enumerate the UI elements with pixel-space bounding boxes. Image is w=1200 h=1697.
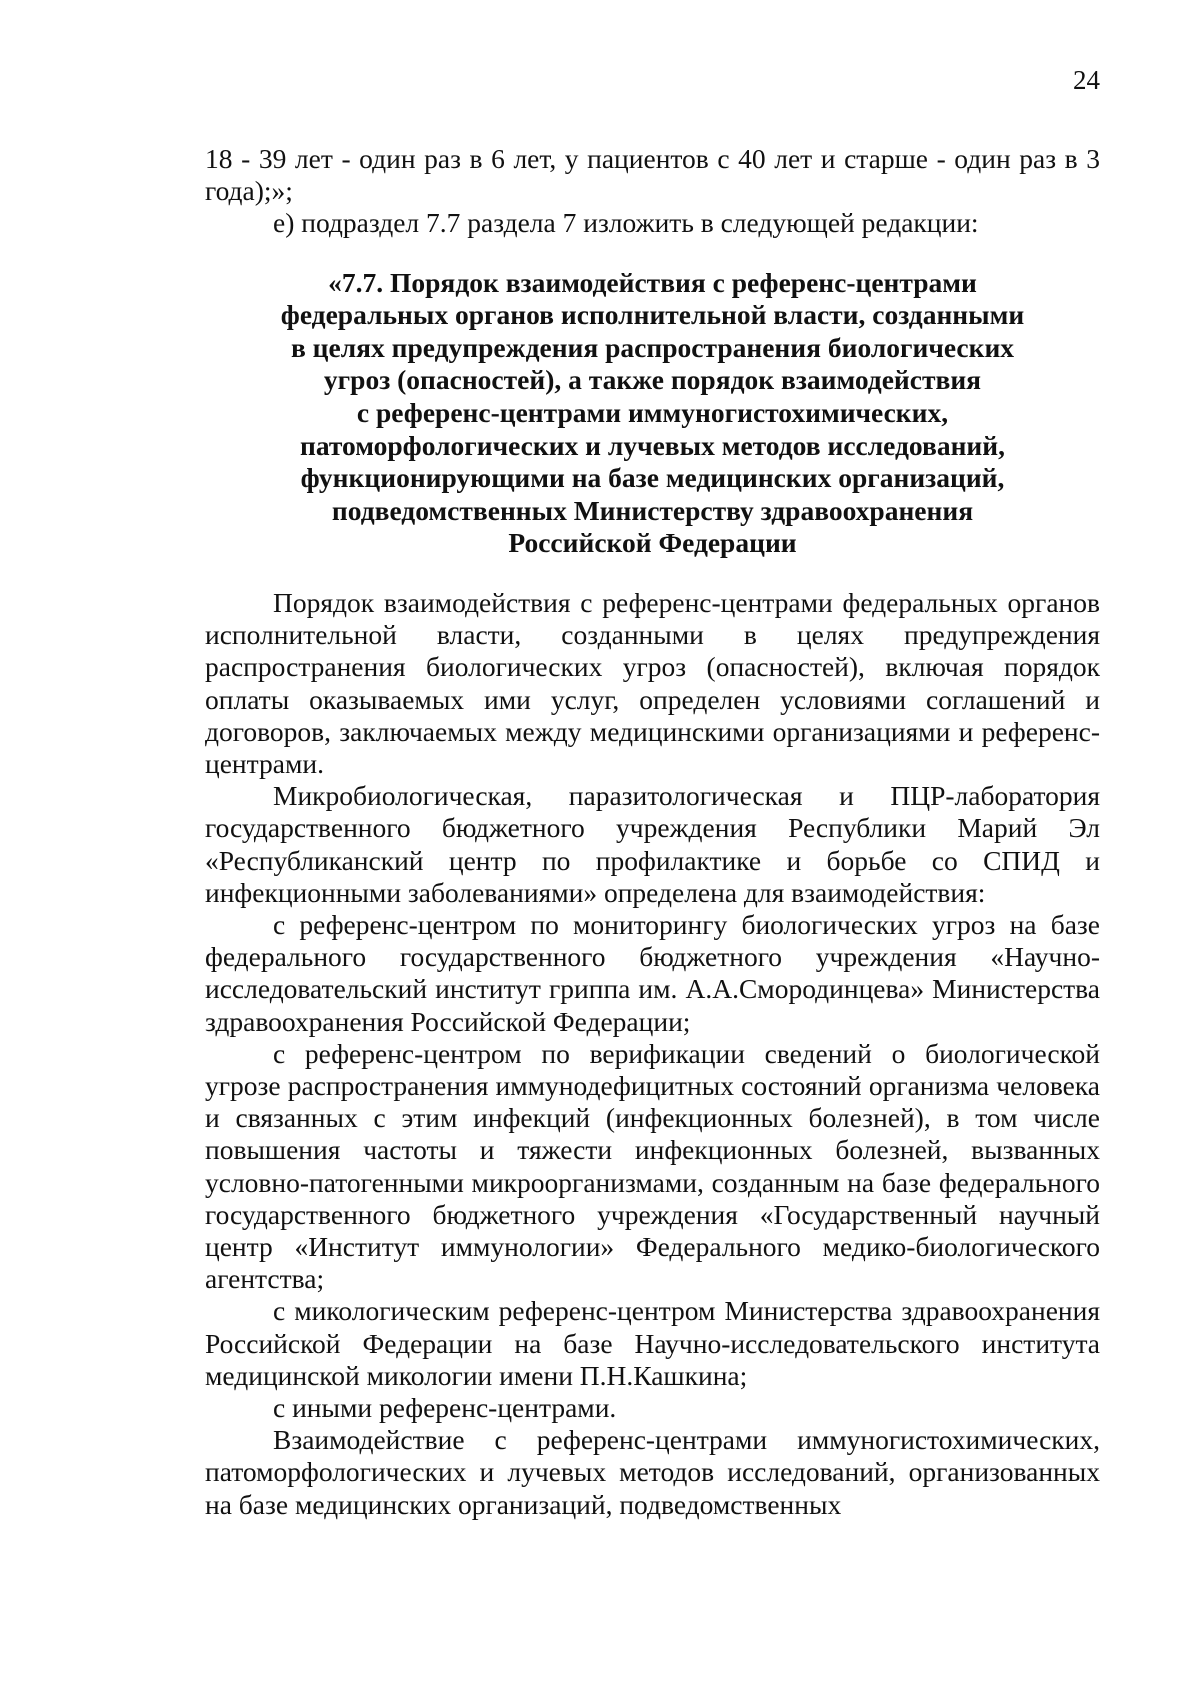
body-paragraph: Взаимодействие с референс-центрами иммуногистохимических, патоморфологических и лучевых методов исследований, организованных на базе медицинских организаций, подведомственных [205, 1424, 1100, 1520]
section-heading-line: федеральных органов исполнительной власти, созданными [280, 299, 1025, 331]
body-paragraph: с иными референс-центрами. [273, 1392, 617, 1424]
amendment-instruction: е) подраздел 7.7 раздела 7 изложить в следующей редакции: [273, 207, 979, 239]
section-heading-line: Российской Федерации [508, 527, 797, 559]
body-paragraph: с референс-центром по мониторингу биологических угроз на базе федерального государственного бюджетного учреждения «Научно-исследовательский институт гриппа им. А.А.Смородинцева» Министерства здравоохранения Российской Федерации; [205, 908, 1100, 1037]
page-number: 24 [1073, 65, 1100, 95]
body-paragraph: с референс-центром по верификации сведений о биологической угрозе распространения иммунодефицитных состояний организма человека и связанных с этим инфекций (инфекционных болезней), в том числе повышения частоты и тяжести инфекционных болезней, вызванных условно-патогенными микроорганизмами, созданным на базе федерального государственного бюджетного учреждения «Государственный научный центр «Институт иммунологии» Федерального медико-биологического агентства; [205, 1037, 1100, 1295]
section-heading-line: функционирующими на базе медицинских организаций, [300, 462, 1005, 494]
section-heading [205, 267, 1100, 560]
body-paragraph: с микологическим референс-центром Министерства здравоохранения Российской Федерации на базе Научно-исследовательского института медицинской микологии имени П.Н.Кашкина; [205, 1295, 1100, 1391]
section-heading-line: патоморфологических и лучевых методов исследований, [300, 429, 1005, 461]
body-paragraph: Порядок взаимодействия с референс-центрами федеральных органов исполнительной власти, созданными в целях предупреждения распространения биологических угроз (опасностей), включая порядок оплаты оказываемых ими услуг, определен условиями соглашений и договоров, заключаемых между медицинскими организациями и референс-центрами. [205, 586, 1100, 779]
document-body [205, 143, 1100, 1521]
section-heading-line: «7.7. Порядок взаимодействия с референс-центрами [328, 266, 977, 298]
section-heading-line: подведомственных Министерству здравоохранения [331, 494, 974, 526]
intro-paragraph: 18 - 39 лет - один раз в 6 лет, у пациентов с 40 лет и старше - один раз в 3 года);»; [205, 143, 1100, 207]
body-paragraph: Микробиологическая, паразитологическая и ПЦР-лаборатория государственного бюджетного учреждения Республики Марий Эл «Республиканский центр по профилактике и борьбе со СПИД и инфекционными заболеваниями» определена для взаимодействия: [205, 780, 1100, 908]
section-heading-line: угроз (опасностей), а также порядок взаимодействия [323, 364, 982, 396]
section-heading-line: в целях предупреждения распространения биологических [290, 331, 1015, 363]
section-heading-line: с референс-центрами иммуногистохимических, [356, 396, 949, 428]
